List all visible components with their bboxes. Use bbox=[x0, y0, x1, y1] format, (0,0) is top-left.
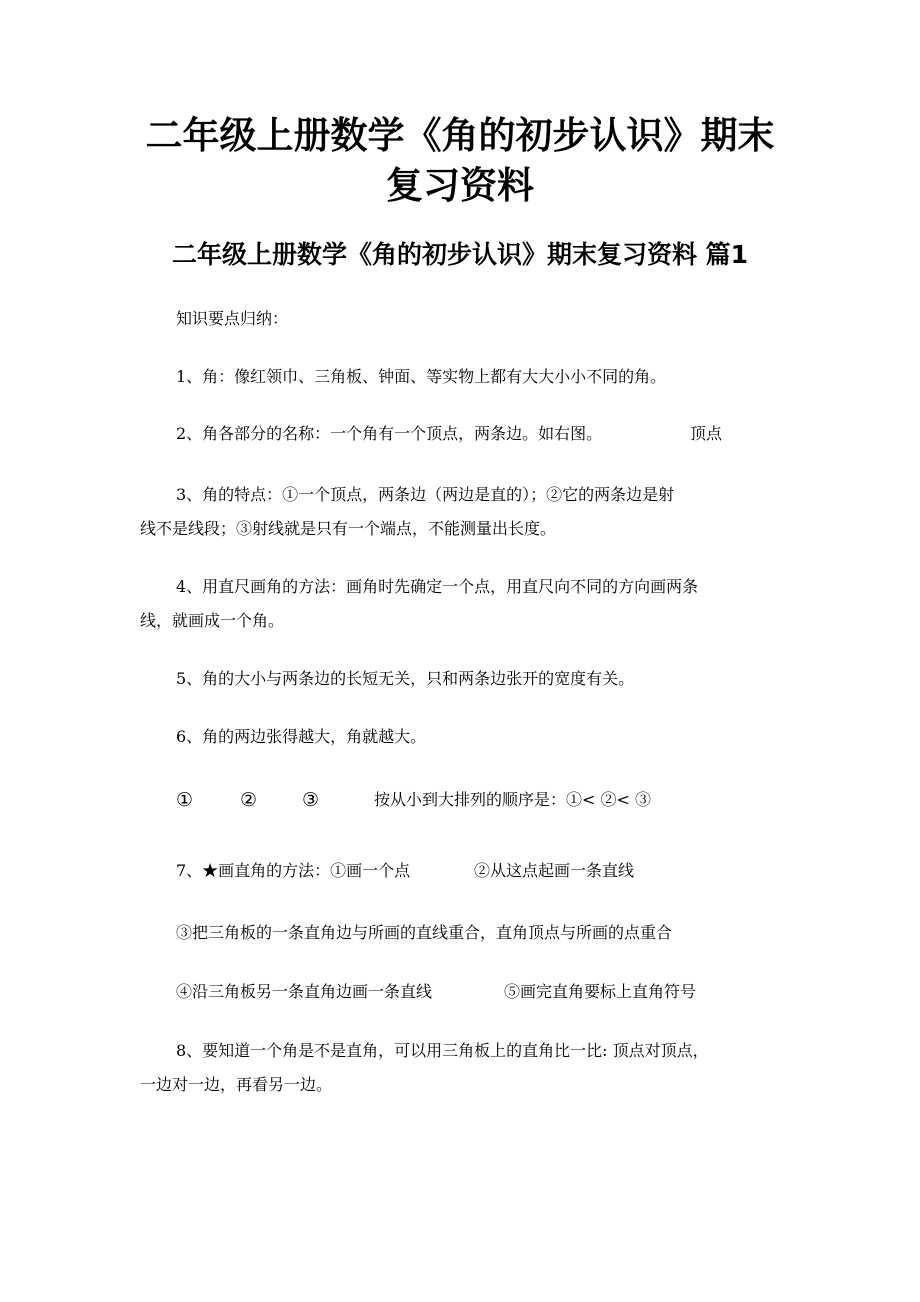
intro-paragraph: 知识要点归纳： bbox=[176, 309, 289, 328]
angle-order-text: 按从小到大排列的顺序是：①< ②< ③ bbox=[374, 790, 651, 809]
angle-label-3: ③ bbox=[302, 789, 320, 811]
point-7-step-4: ④沿三角板另一条直角边画一条直线 bbox=[176, 982, 433, 1001]
point-2: 2、角各部分的名称：一个角有一个顶点，两条边。如右图。 bbox=[176, 424, 603, 443]
point-5: 5、角的大小与两条边的长短无关，只和两条边张开的宽度有关。 bbox=[176, 669, 635, 688]
vertex-label: 顶点 bbox=[690, 424, 723, 443]
point-7-step-5: ⑤画完直角要标上直角符号 bbox=[504, 982, 697, 1001]
document-title-line2: 复习资料 bbox=[386, 164, 534, 207]
point-4-line2: 线，就画成一个角。 bbox=[140, 611, 285, 630]
point-6: 6、角的两边张得越大，角就越大。 bbox=[176, 727, 427, 746]
point-3-line2: 线不是线段；③射线就是只有一个端点，不能测量出长度。 bbox=[140, 519, 557, 538]
point-1: 1、角：像红领巾、三角板、钟面、等实物上都有大大小小不同的角。 bbox=[176, 367, 667, 386]
point-8-line2: 一边对一边，再看另一边。 bbox=[140, 1075, 333, 1094]
document-title-line1: 二年级上册数学《角的初步认识》期末 bbox=[145, 114, 775, 157]
angle-label-1: ① bbox=[176, 789, 194, 811]
point-7-step-2: ②从这点起画一条直线 bbox=[474, 861, 635, 880]
section-heading: 二年级上册数学《角的初步认识》期末复习资料 篇1 bbox=[171, 240, 749, 269]
point-3-line1: 3、角的特点：①一个顶点，两条边（两边是直的）；②它的两条边是射 bbox=[176, 485, 675, 504]
point-7-step-3: ③把三角板的一条直角边与所画的直线重合，直角顶点与所画的点重合 bbox=[176, 923, 673, 942]
point-7-step-1: 7、★画直角的方法：①画一个点 bbox=[176, 861, 411, 880]
angle-label-2: ② bbox=[240, 789, 258, 811]
point-4-line1: 4、用直尺画角的方法：画角时先确定一个点，用直尺向不同的方向画两条 bbox=[176, 577, 699, 596]
point-8-line1: 8、要知道一个角是不是直角，可以用三角板上的直角比一比: 顶点对顶点， bbox=[176, 1041, 709, 1060]
